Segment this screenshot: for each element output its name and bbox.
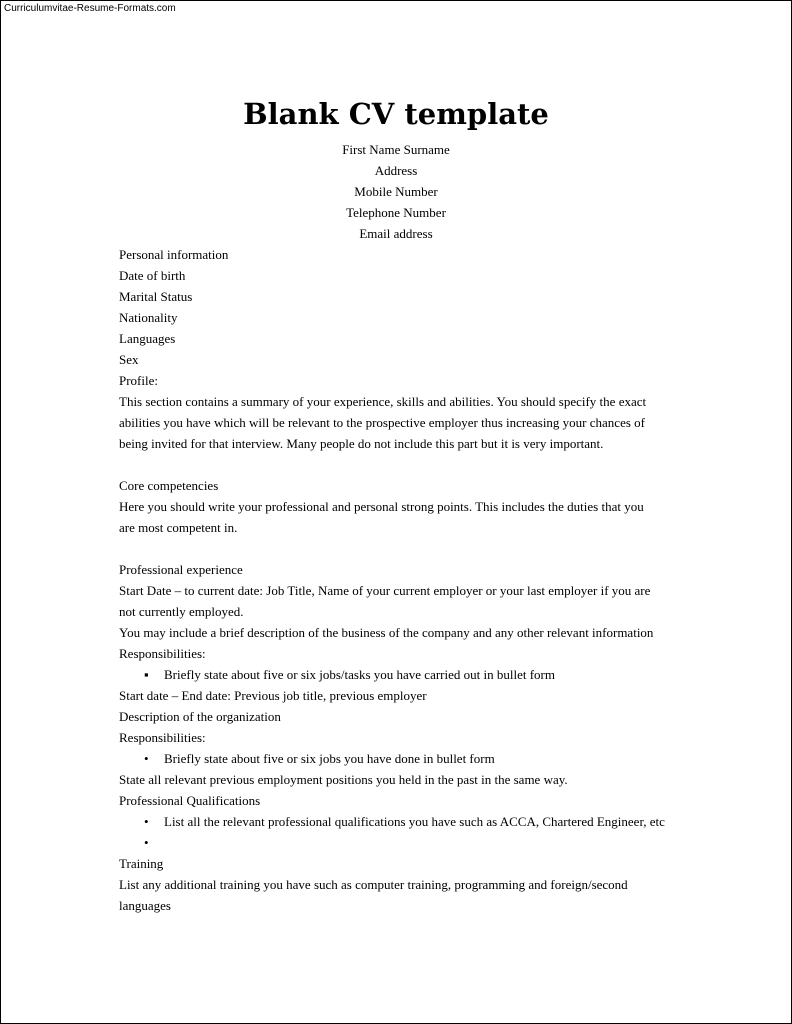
- profile-text-2: abilities you have which will be relevant to the prospective employer thus increasing your chances of: [119, 415, 645, 430]
- nationality-line: Nationality: [119, 310, 178, 325]
- profile-text-1: This section contains a summary of your experience, skills and abilities. You should specify the exact: [119, 394, 647, 409]
- core-text-1: Here you should write your professional and personal strong points. This includes the duties that you: [119, 499, 644, 514]
- training-text-2: languages: [119, 898, 171, 913]
- sex-line: Sex: [119, 352, 139, 367]
- mobile-line: Mobile Number: [354, 184, 438, 199]
- bullet-text: Briefly state about five or six jobs/tasks you have carried out in bullet form: [164, 667, 555, 682]
- bullet-icon: •: [144, 751, 149, 766]
- experience-text-6: State all relevant previous employment positions you held in the past in the same way.: [119, 772, 568, 787]
- bullet-item: [119, 811, 679, 832]
- experience-text-2: not currently employed.: [119, 604, 244, 619]
- responsibilities-label-2: Responsibilities:: [119, 730, 206, 745]
- bullet-icon: ▪: [144, 667, 149, 682]
- experience-heading: Professional experience: [119, 562, 243, 577]
- profile-heading: Profile:: [119, 373, 158, 388]
- training-heading: Training: [119, 856, 164, 871]
- bullet-icon: •: [144, 835, 149, 850]
- bullet-item: [119, 832, 679, 853]
- bullet-item: [119, 664, 679, 685]
- telephone-line: Telephone Number: [346, 205, 446, 220]
- profile-text-3: being invited for that interview. Many people do not include this part but it is very important.: [119, 436, 604, 451]
- personal-heading: Personal information: [119, 247, 229, 262]
- training-text-1: List any additional training you have such as computer training, programming and foreign/second: [119, 877, 628, 892]
- bullet-icon: •: [144, 814, 149, 829]
- core-text-2: are most competent in.: [119, 520, 238, 535]
- responsibilities-label-1: Responsibilities:: [119, 646, 206, 661]
- bullet-item: [119, 748, 679, 769]
- spacer: [119, 454, 679, 475]
- site-watermark: Curriculumvitae-Resume-Formats.com: [4, 3, 176, 14]
- spacer: [119, 538, 679, 559]
- bullet-text: Briefly state about five or six jobs you have done in bullet form: [164, 751, 495, 766]
- languages-line: Languages: [119, 331, 176, 346]
- bullet-text: List all the relevant professional qualifications you have such as ACCA, Chartered Engineer, etc: [164, 814, 665, 829]
- experience-text-5: Description of the organization: [119, 709, 281, 724]
- cv-body: [119, 244, 679, 916]
- experience-text-1: Start Date – to current date: Job Title, Name of your current employer or your last employer if you are: [119, 583, 651, 598]
- email-line: Email address: [359, 226, 433, 241]
- core-heading: Core competencies: [119, 478, 219, 493]
- address-line: Address: [374, 163, 418, 178]
- experience-text-4: Start date – End date: Previous job title, previous employer: [119, 688, 427, 703]
- qualifications-heading: Professional Qualifications: [119, 793, 261, 808]
- dob-line: Date of birth: [119, 268, 186, 283]
- contact-header: [1, 139, 791, 244]
- experience-text-3: You may include a brief description of the business of the company and any other relevant information: [119, 625, 654, 640]
- marital-line: Marital Status: [119, 289, 193, 304]
- page-title: Blank CV template: [243, 97, 549, 131]
- name-line: First Name Surname: [342, 142, 450, 157]
